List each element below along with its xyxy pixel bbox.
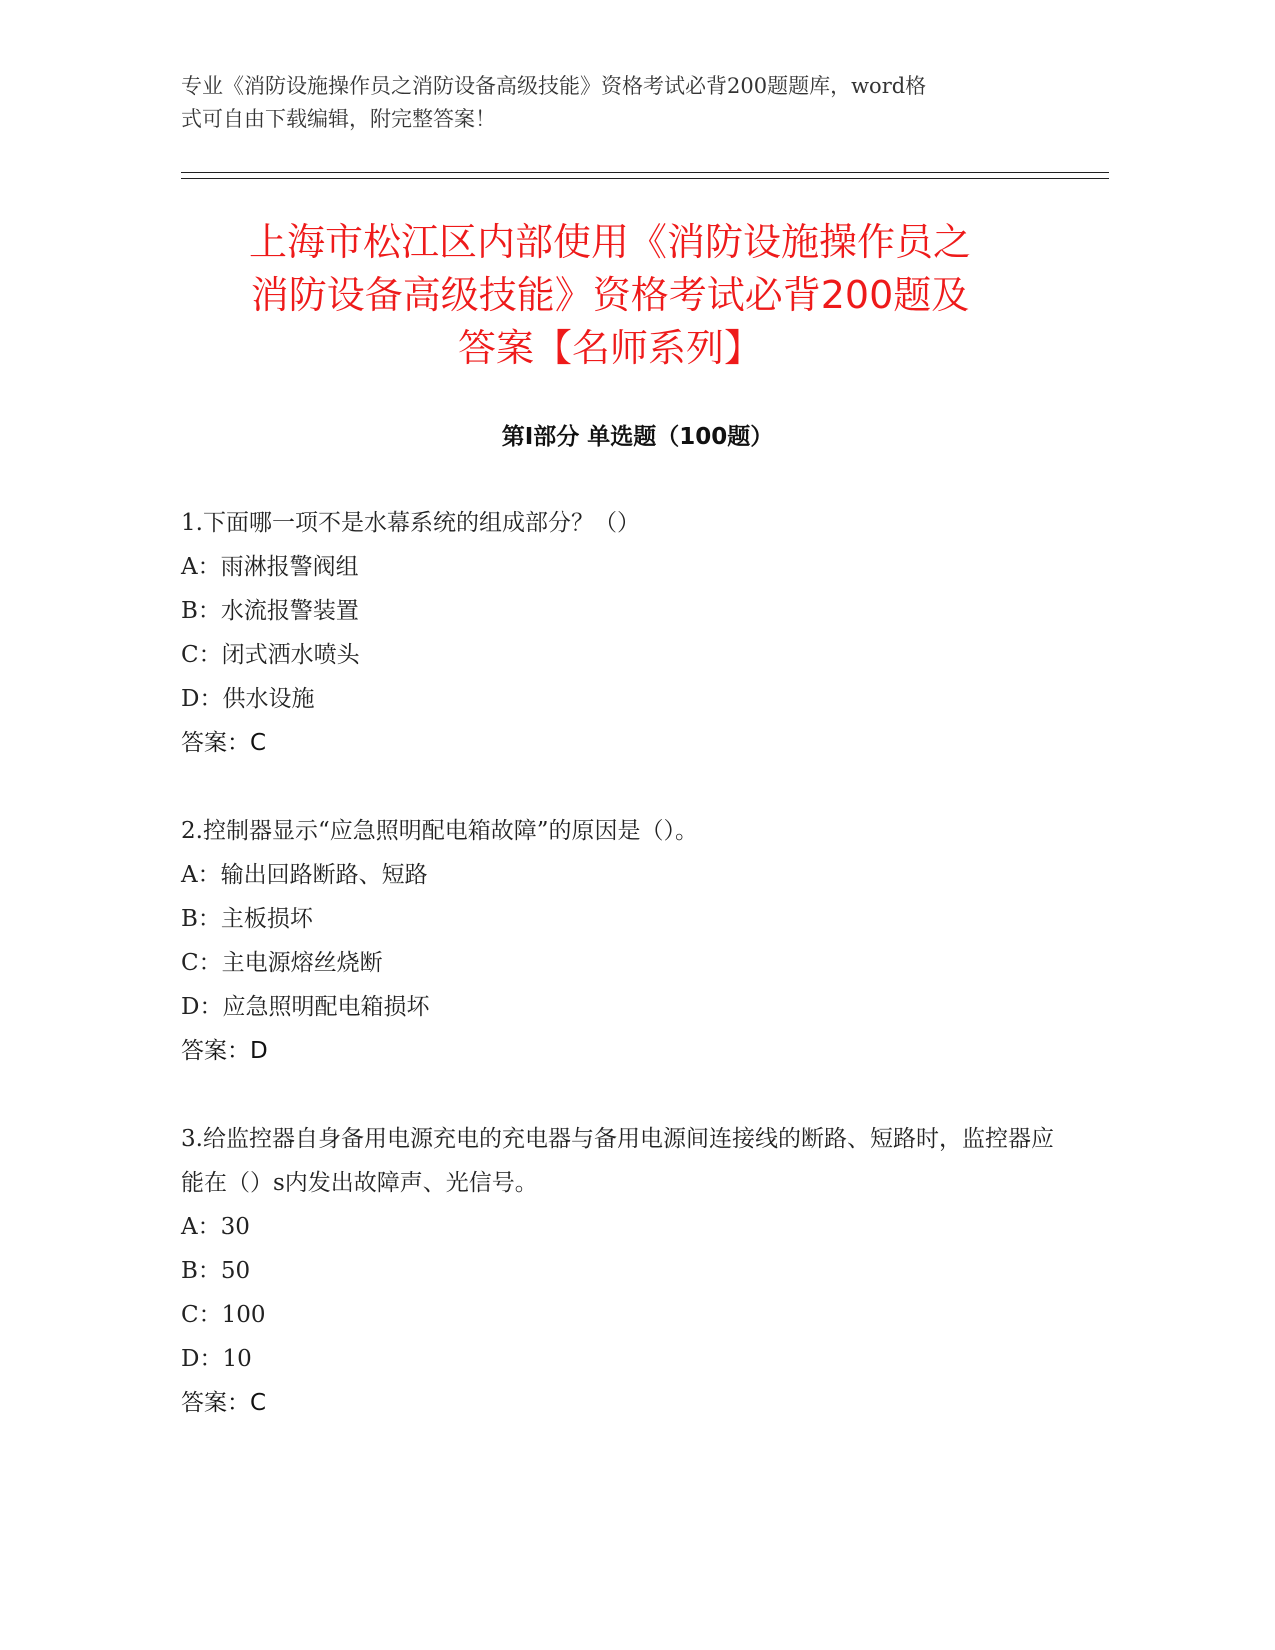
- header-divider-bottom: [181, 178, 1109, 179]
- document-title-line-2: 消防设备高级技能》资格考试必背200题及: [250, 273, 970, 317]
- option-b: B：50: [181, 1258, 251, 1284]
- question-stem: 1.下面哪一项不是水幕系统的组成部分？（）: [181, 510, 640, 536]
- option-c: C：100: [181, 1302, 266, 1328]
- option-b: B：水流报警装置: [181, 598, 359, 624]
- question-stem: 3.给监控器自身备用电源充电的充电器与备用电源间连接线的断路、短路时，监控器应能在（）s内发出故障声、光信号。: [181, 1126, 1054, 1196]
- document-title-line-3: 答案【名师系列】: [457, 326, 762, 370]
- option-d: D：应急照明配电箱损坏: [181, 994, 430, 1020]
- question-list: [181, 501, 1061, 1469]
- document-title: [180, 216, 1040, 375]
- question-stem: 2.控制器显示“应急照明配电箱故障”的原因是（）。: [181, 818, 698, 844]
- header-note-line-2: 式可自由下载编辑，附完整答案！: [181, 107, 496, 131]
- option-a: A：雨淋报警阀组: [181, 554, 359, 580]
- question-1: [181, 501, 1061, 765]
- document-title-line-1: 上海市松江区内部使用《消防设施操作员之: [248, 220, 971, 264]
- answer: 答案：D: [181, 1038, 268, 1064]
- question-3: [181, 1117, 1061, 1425]
- option-d: D：10: [181, 1346, 252, 1372]
- option-c: C：闭式洒水喷头: [181, 642, 360, 668]
- answer: 答案：C: [181, 730, 267, 756]
- option-c: C：主电源熔丝烧断: [181, 950, 383, 976]
- question-2: [181, 809, 1061, 1073]
- answer: 答案：C: [181, 1390, 267, 1416]
- header-note: [181, 70, 1041, 136]
- header-note-line-1: 专业《消防设施操作员之消防设备高级技能》资格考试必背200题题库，word格: [181, 74, 927, 98]
- option-a: A：输出回路断路、短路: [181, 862, 428, 888]
- header-divider-top: [181, 172, 1109, 173]
- section-title: 第Ⅰ部分 单选题（100题）: [501, 424, 774, 450]
- option-d: D：供水设施: [181, 686, 315, 712]
- option-a: A：30: [181, 1214, 250, 1240]
- option-b: B：主板损坏: [181, 906, 313, 932]
